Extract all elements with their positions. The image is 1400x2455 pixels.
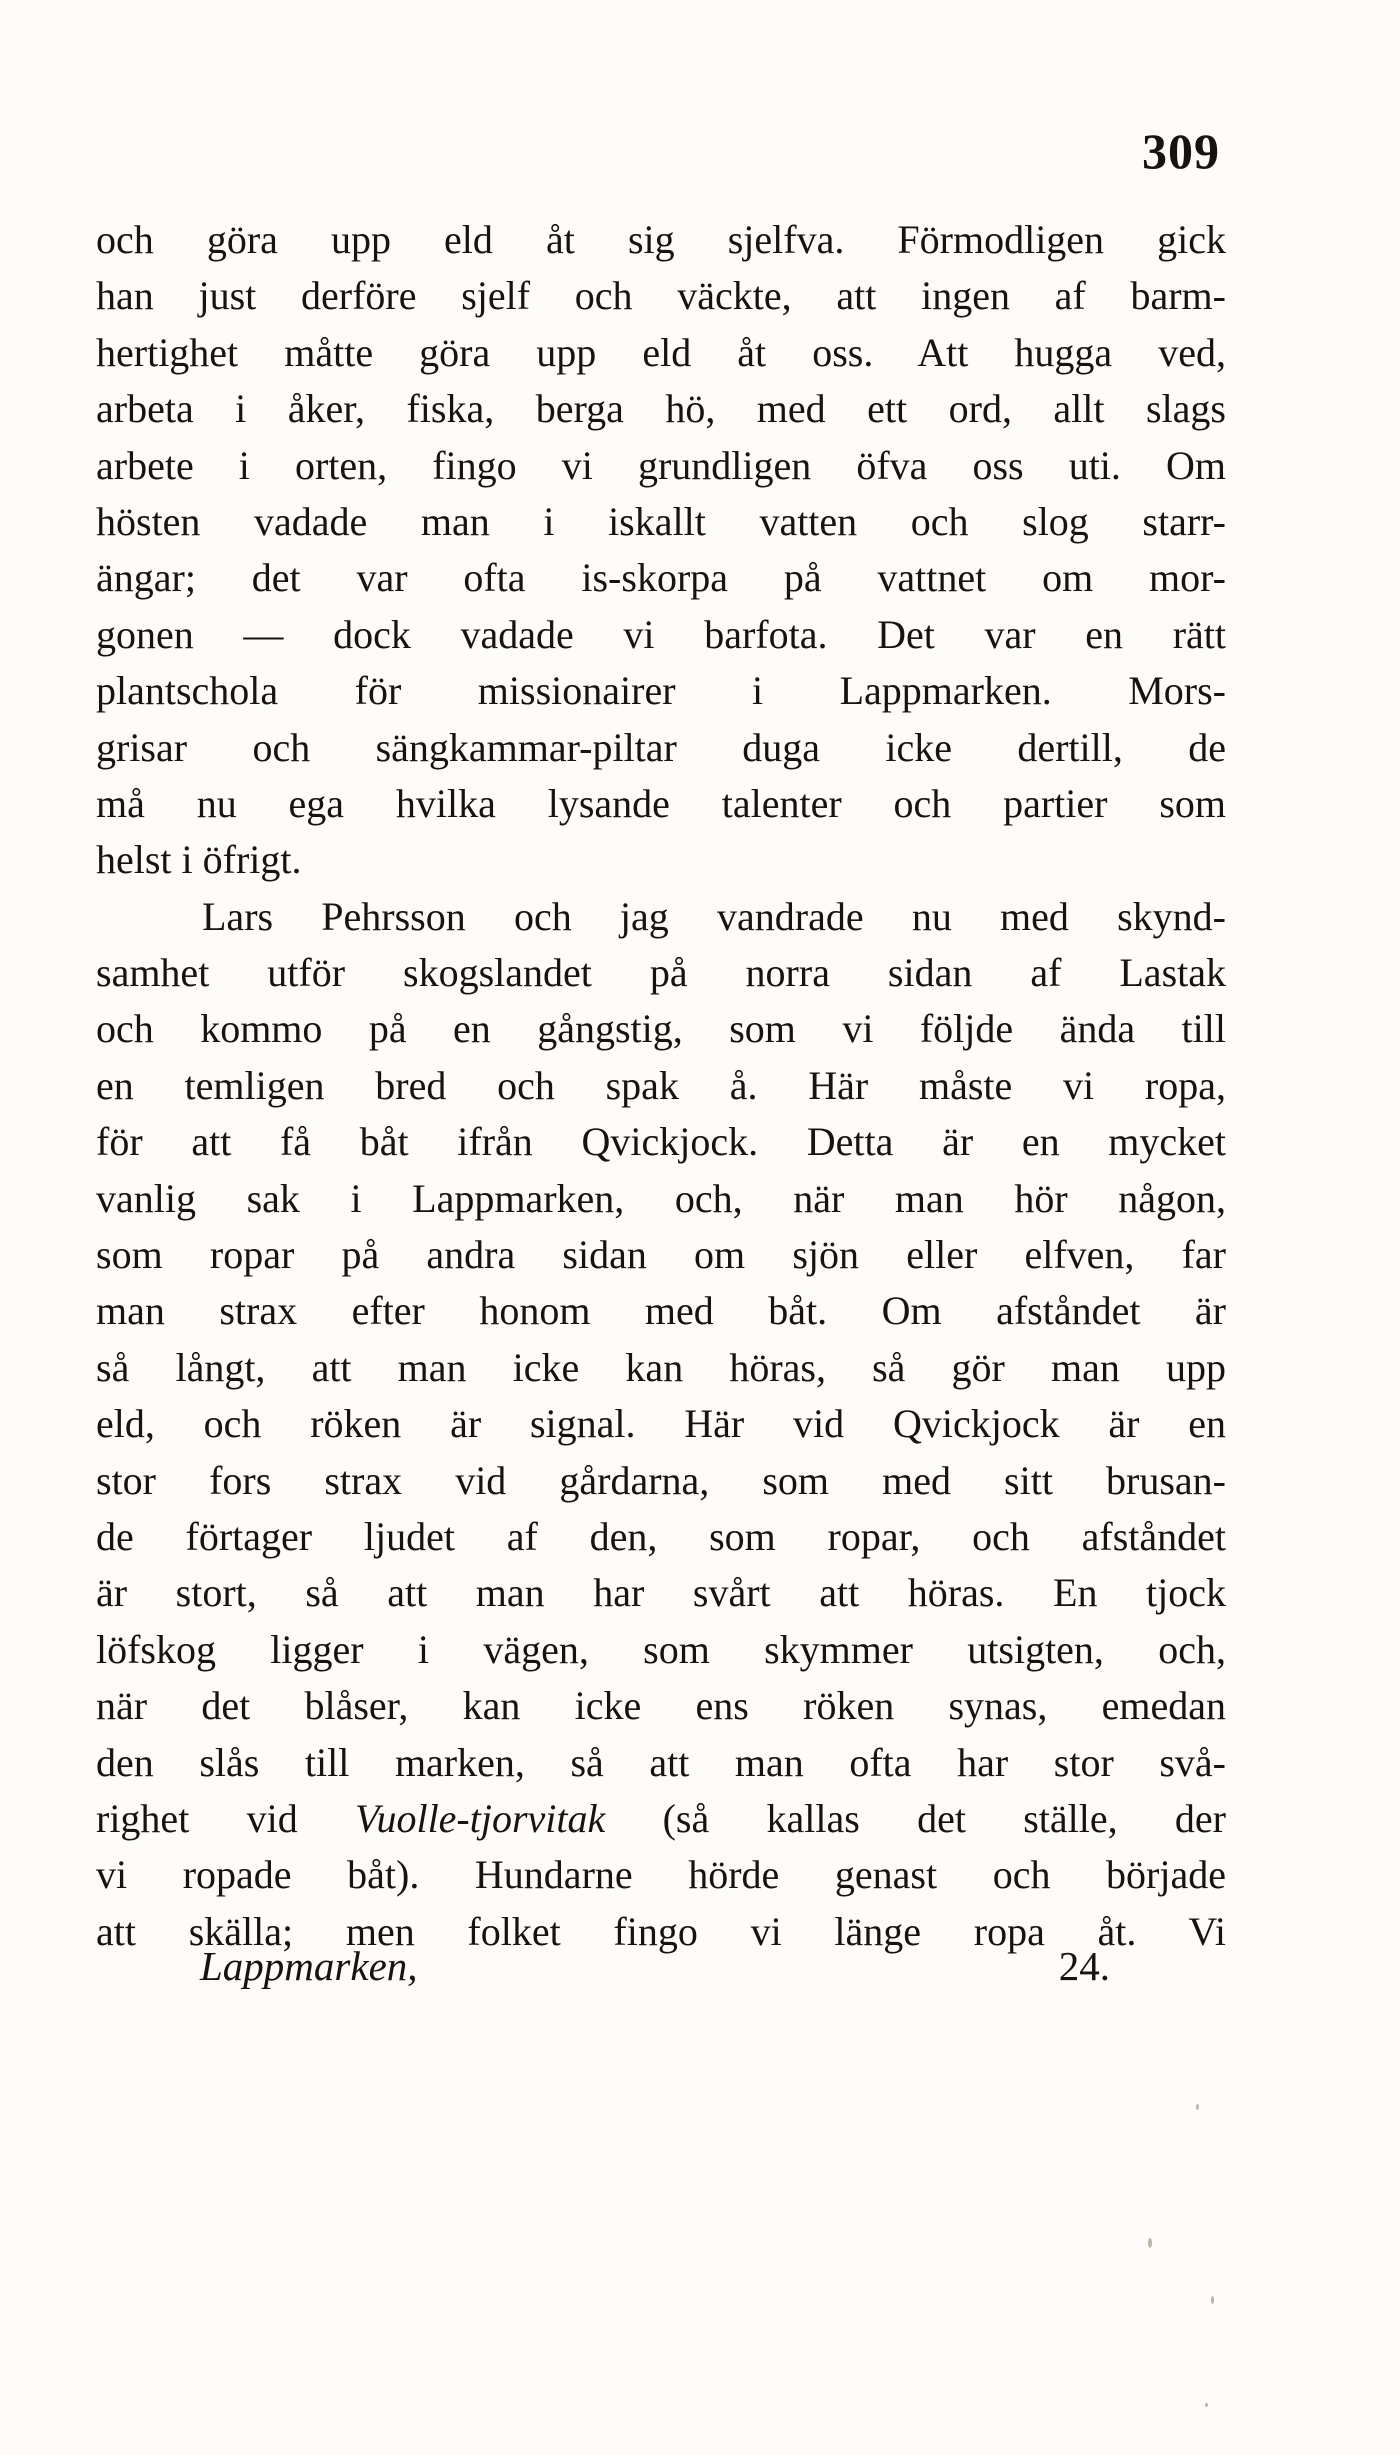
- text-line: en temligen bred och spak å. Här måste vi ropa,: [96, 1062, 1226, 1108]
- text-line: stor fors strax vid gårdarna, som med sitt brusan-: [96, 1457, 1226, 1503]
- text-line: man strax efter honom med båt. Om afståndet är: [96, 1288, 1226, 1334]
- text-line: vi ropade båt). Hundarne hörde genast och började: [96, 1852, 1226, 1898]
- text-line: må nu ega hvilka lysande talenter och partier som: [96, 780, 1226, 826]
- text-line: plantschola för missionairer i Lappmarken. Mors-: [96, 668, 1226, 714]
- text-line: för att få båt ifrån Qvickjock. Detta är en mycket: [96, 1119, 1226, 1165]
- paragraph-end-line: helst i öfrigt.: [96, 837, 302, 883]
- paper-speck: [1205, 2403, 1208, 2407]
- italic-place-name: Vuolle-tjorvitak: [354, 1795, 606, 1841]
- text-line: att skälla; men folket fingo vi länge ropa åt. Vi: [96, 1908, 1226, 1954]
- body-text: [96, 212, 1226, 1960]
- text-line: gonen — dock vadade vi barfota. Det var en rätt: [96, 611, 1226, 657]
- text-line: så långt, att man icke kan höras, så gör man upp: [96, 1344, 1226, 1390]
- text-line: grisar och sängkammar-piltar duga icke dertill, de: [96, 724, 1226, 770]
- text-line: ängar; det var ofta is-skorpa på vattnet om mor-: [96, 555, 1226, 601]
- page-footer: [200, 1938, 1110, 1994]
- text-line: eld, och röken är signal. Här vid Qvickjock är en: [96, 1401, 1226, 1447]
- text-line: och kommo på en gångstig, som vi följde ända till: [96, 1006, 1226, 1052]
- text-line: löfskog ligger i vägen, som skymmer utsigten, och,: [96, 1626, 1226, 1672]
- paragraph-start-line: Lars Pehrsson och jag vandrade nu med skynd-: [202, 893, 1226, 939]
- page-number: 309: [1142, 123, 1220, 179]
- text-line: righet vid Vuolle-tjorvitak (så kallas det ställe, der: [96, 1795, 1226, 1841]
- signature-mark: 24.: [1058, 1943, 1110, 1989]
- text-line: han just derföre sjelf och väckte, att ingen af barm-: [96, 273, 1226, 319]
- text-line: som ropar på andra sidan om sjön eller elfven, far: [96, 1232, 1226, 1278]
- text-line: hertighet måtte göra upp eld åt oss. Att hugga ved,: [96, 329, 1226, 375]
- paper-speck: [1196, 2104, 1199, 2110]
- paper-speck: [1211, 2296, 1214, 2304]
- text-line: vanlig sak i Lappmarken, och, när man hör någon,: [96, 1175, 1226, 1221]
- paper-speck: [1148, 2238, 1152, 2248]
- text-line: hösten vadade man i iskallt vatten och slog starr-: [96, 498, 1226, 544]
- text-line: och göra upp eld åt sig sjelfva. Förmodligen gick: [96, 217, 1226, 262]
- footer-title: Lappmarken,: [200, 1943, 418, 1989]
- text-line: den slås till marken, så att man ofta har stor svå-: [96, 1739, 1226, 1785]
- text-line: de förtager ljudet af den, som ropar, och afståndet: [96, 1513, 1226, 1559]
- text-line: när det blåser, kan icke ens röken synas, emedan: [96, 1683, 1226, 1729]
- text-line: samhet utför skogslandet på norra sidan af Lastak: [96, 950, 1226, 996]
- text-line: arbete i orten, fingo vi grundligen öfva oss uti. Om: [96, 442, 1226, 488]
- text-line: är stort, så att man har svårt att höras. En tjock: [96, 1570, 1226, 1616]
- text-line: arbeta i åker, fiska, berga hö, med ett ord, allt slags: [96, 386, 1226, 432]
